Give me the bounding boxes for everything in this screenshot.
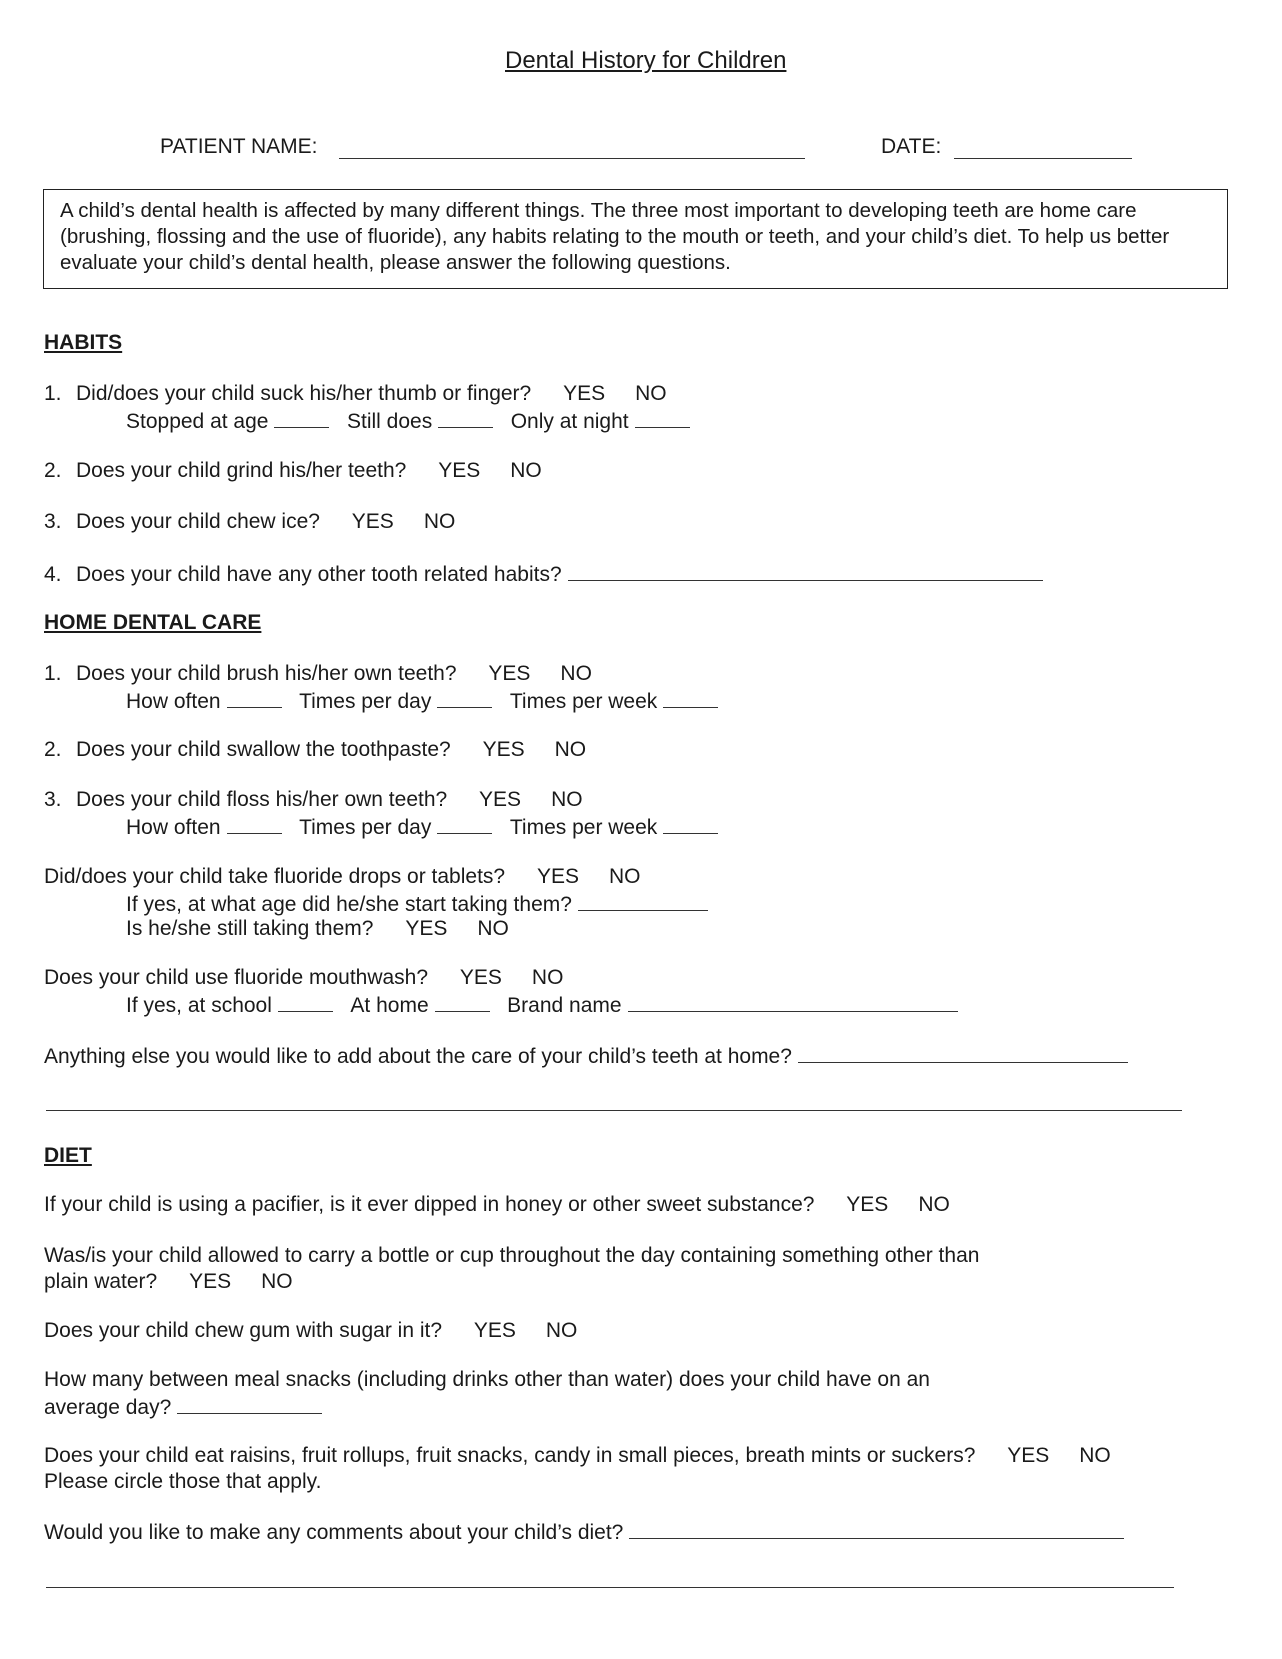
times-per-day-field[interactable] (437, 687, 492, 708)
yes-option[interactable]: YES (563, 382, 606, 405)
q-text: Did/does your child suck his/her thumb or finger? (76, 382, 532, 405)
at-school-label: If yes, at school (126, 994, 272, 1017)
fluoride-question (44, 864, 640, 890)
page-title: Dental History for Children (505, 47, 787, 74)
habits-q3 (44, 509, 455, 535)
q-text: Does your child have any other tooth related habits? (76, 563, 562, 586)
stopped-at-age-field[interactable] (274, 407, 329, 428)
at-school-field[interactable] (278, 991, 333, 1012)
home-care-else-field-line2[interactable] (46, 1110, 1182, 1111)
still-taking-label: Is he/she still taking them? (126, 917, 374, 940)
q-text: Does your child use fluoride mouthwash? (44, 966, 429, 989)
at-home-field[interactable] (435, 991, 490, 1012)
home-care-else-field[interactable] (798, 1042, 1128, 1063)
yes-option[interactable]: YES (479, 788, 522, 811)
q-text: Anything else you would like to add about the care of your child’s teeth at home? (44, 1045, 792, 1068)
q-text: Did/does your child take fluoride drops or tablets? (44, 865, 506, 888)
no-option[interactable]: NO (477, 917, 509, 940)
mouthwash-question (44, 965, 563, 991)
mouthwash-details (126, 991, 958, 1019)
no-option[interactable]: NO (608, 865, 641, 888)
home-care-heading: HOME DENTAL CARE (44, 611, 262, 634)
yes-option[interactable]: YES (1007, 1444, 1050, 1467)
sweets-question (44, 1443, 1111, 1469)
how-often-field[interactable] (227, 813, 282, 834)
times-per-week-field[interactable] (663, 687, 718, 708)
q-text: Does your child swallow the toothpaste? (76, 738, 451, 761)
pacifier-question (44, 1192, 950, 1218)
diet-heading: DIET (44, 1144, 92, 1167)
bottle-question-line2 (44, 1269, 293, 1295)
stopped-at-age-label: Stopped at age (126, 410, 269, 433)
habits-q1-details (126, 407, 690, 435)
fluoride-age (126, 890, 708, 918)
snacks-question-line1: How many between meal snacks (including drinks other than water) does your child have on an (44, 1368, 930, 1391)
q-text: Does your child brush his/her own teeth? (76, 662, 457, 685)
q-text: If your child is using a pacifier, is it ever dipped in honey or other sweet substance? (44, 1193, 815, 1216)
times-per-day-field[interactable] (437, 813, 492, 834)
brand-name-label: Brand name (507, 994, 622, 1017)
how-often-field[interactable] (227, 687, 282, 708)
home-q1-details (126, 687, 718, 715)
q-text: Does your child grind his/her teeth? (76, 459, 407, 482)
diet-comments (44, 1518, 1124, 1546)
no-option[interactable]: NO (551, 788, 583, 811)
intro-box: A child’s dental health is affected by many different things. The three most important to developing teeth are home care (brushing, flossing and the use of fluoride), any habits relating to the mouth or teeth, and your child’s diet. To help us better evaluate your child’s dental health, please answer the following questions. (43, 189, 1228, 289)
diet-comments-field-line2[interactable] (46, 1587, 1174, 1588)
still-does-label: Still does (346, 410, 433, 433)
snacks-question-line2 (44, 1393, 322, 1421)
only-at-night-field[interactable] (635, 407, 690, 428)
q-number: 1. (44, 662, 62, 685)
yes-option[interactable]: YES (846, 1193, 889, 1216)
home-q3 (44, 787, 583, 813)
yes-option[interactable]: YES (351, 510, 394, 533)
q-text: plain water? (44, 1270, 158, 1293)
q-number: 3. (44, 510, 62, 533)
no-option[interactable]: NO (261, 1270, 293, 1293)
home-q2 (44, 737, 586, 763)
q-text: Does your child floss his/her own teeth? (76, 788, 448, 811)
habits-q2 (44, 458, 542, 484)
still-does-field[interactable] (438, 407, 493, 428)
q-number: 2. (44, 738, 62, 761)
home-q3-details (126, 813, 718, 841)
yes-option[interactable]: YES (488, 662, 531, 685)
times-per-day-label: Times per day (299, 816, 432, 839)
date-field[interactable] (954, 158, 1132, 159)
habits-heading: HABITS (44, 331, 123, 354)
times-per-day-label: Times per day (299, 690, 432, 713)
no-option[interactable]: NO (918, 1193, 950, 1216)
how-often-label: How often (126, 816, 221, 839)
patient-name-field[interactable] (339, 158, 805, 159)
yes-option[interactable]: YES (482, 738, 525, 761)
yes-option[interactable]: YES (405, 917, 448, 940)
yes-option[interactable]: YES (438, 459, 481, 482)
q-number: 2. (44, 459, 62, 482)
no-option[interactable]: NO (510, 459, 542, 482)
habits-q4 (44, 560, 1043, 588)
no-option[interactable]: NO (531, 966, 564, 989)
brand-name-field[interactable] (628, 991, 958, 1012)
yes-option[interactable]: YES (473, 1319, 516, 1342)
times-per-week-field[interactable] (663, 813, 718, 834)
no-option[interactable]: NO (545, 1319, 578, 1342)
snacks-field[interactable] (177, 1393, 322, 1414)
date-label: DATE: (881, 135, 942, 158)
no-option[interactable]: NO (1079, 1444, 1111, 1467)
home-care-else (44, 1042, 1128, 1070)
bottle-question-line1: Was/is your child allowed to carry a bottle or cup throughout the day containing something other than (44, 1244, 980, 1267)
yes-option[interactable]: YES (536, 865, 579, 888)
diet-comments-field[interactable] (629, 1518, 1124, 1539)
yes-option[interactable]: YES (189, 1270, 232, 1293)
times-per-week-label: Times per week (509, 816, 658, 839)
q-text: average day? (44, 1396, 172, 1419)
only-at-night-label: Only at night (510, 410, 629, 433)
start-age-field[interactable] (578, 890, 708, 911)
q-text: Would you like to make any comments about your child’s diet? (44, 1521, 624, 1544)
yes-option[interactable]: YES (459, 966, 502, 989)
no-option[interactable]: NO (560, 662, 592, 685)
no-option[interactable]: NO (554, 738, 587, 761)
q-text: Does your child chew ice? (76, 510, 320, 533)
patient-name-label: PATIENT NAME: (160, 135, 318, 158)
q-number: 4. (44, 563, 62, 586)
times-per-week-label: Times per week (509, 690, 658, 713)
q-number: 3. (44, 788, 62, 811)
home-q1 (44, 661, 592, 687)
q-text: Does your child eat raisins, fruit rollups, fruit snacks, candy in small pieces, breath mints or suckers? (44, 1444, 976, 1467)
gum-question (44, 1318, 577, 1344)
q-text: Does your child chew gum with sugar in it? (44, 1319, 443, 1342)
no-option[interactable]: NO (423, 510, 456, 533)
fluoride-still (126, 916, 509, 942)
start-age-label: If yes, at what age did he/she start taking them? (126, 893, 572, 916)
no-option[interactable]: NO (635, 382, 667, 405)
habits-q1 (44, 381, 667, 407)
q-number: 1. (44, 382, 62, 405)
circle-instruction: Please circle those that apply. (44, 1470, 322, 1493)
other-habits-field[interactable] (568, 560, 1043, 581)
how-often-label: How often (126, 690, 221, 713)
at-home-label: At home (350, 994, 429, 1017)
